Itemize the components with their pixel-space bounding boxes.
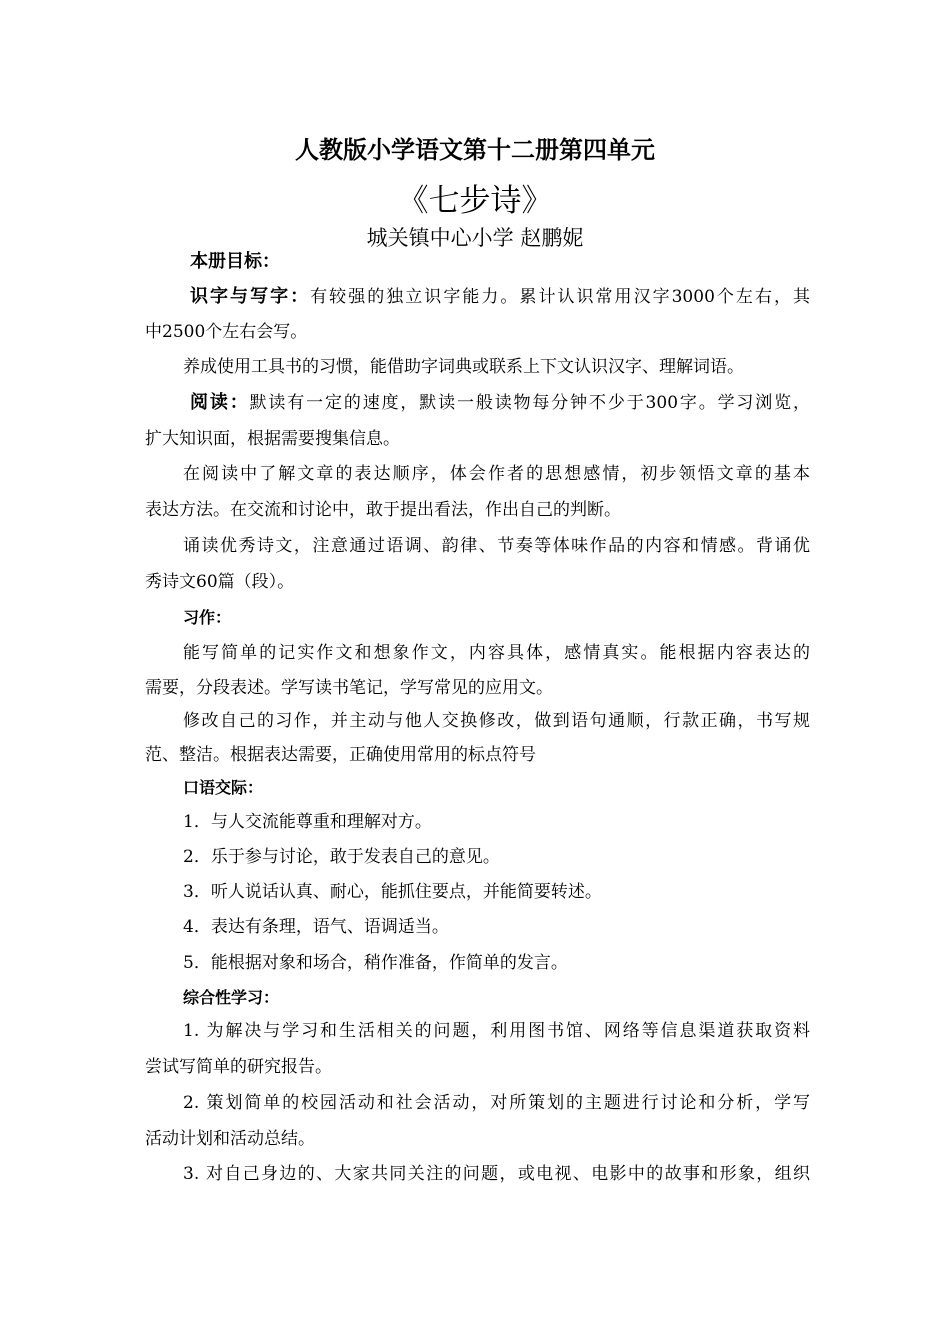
literacy-paragraph-2: 养成使用工具书的习惯，能借助字词典或联系上下文认识汉字、理解词语。 [183,357,744,377]
literacy-text-1: 有较强的独立识字能力。累计认识常用汉字3000个左右，其 [310,287,810,307]
reading-p2-line-2: 表达方法。在交流和讨论中，敢于提出看法，作出自己的判断。 [145,500,621,520]
literacy-label: 识字与写字： [190,286,311,307]
reading-p3-line-2: 秀诗文60篇（段）。 [145,572,295,592]
integrated-p1-line-2: 尝试写简单的研究报告。 [145,1057,332,1077]
reading-line-1 [190,391,810,415]
writing-heading [183,606,810,630]
integrated-label: 综合性学习： [183,988,280,1007]
oral-item: 2．乐于参与讨论，敢于发表自己的意见。 [183,847,500,867]
reading-line-2: 扩大知识面，根据需要搜集信息。 [145,429,400,449]
oral-item: 4．表达有条理，语气、语调适当。 [183,917,449,937]
lesson-title: 《七步诗》 [397,183,553,219]
writing-label: 习作： [183,608,232,627]
literacy-line-1 [190,285,810,309]
writing-p2-line-1: 修改自己的习作，并主动与他人交换修改，做到语句通顺，行款正确，书写规 [183,711,810,731]
oral-item: 5．能根据对象和场合，稍作准备，作简单的发言。 [183,953,568,973]
oral-heading [183,776,810,800]
integrated-heading [183,986,810,1010]
goals-heading-label: 本册目标： [190,251,280,272]
integrated-p1-line-1: 1. 为解决与学习和生活相关的问题，利用图书馆、网络等信息渠道获取资料 [183,1021,810,1041]
reading-text-1: 默读有一定的速度，默读一般读物每分钟不少于300字。学习浏览， [249,393,810,413]
reading-p3-line-1: 诵读优秀诗文，注意通过语调、韵律、节奏等体味作品的内容和情感。背诵优 [183,536,810,556]
oral-item: 3．听人说话认真、耐心，能抓住要点，并能简要转述。 [183,882,602,902]
integrated-p3-line-1: 3. 对自己身边的、大家共同关注的问题，或电视、电影中的故事和形象，组织 [183,1164,810,1184]
writing-p2-line-2: 范、整洁。根据表达需要，正确使用常用的标点符号 [145,745,536,765]
writing-p1-line-2: 需要，分段表述。学写读书笔记，学写常见的应用文。 [145,678,553,698]
literacy-line-2: 中2500个左右会写。 [145,322,308,342]
integrated-p2-line-1: 2. 策划简单的校园活动和社会活动，对所策划的主题进行讨论和分析，学写 [183,1093,810,1113]
integrated-p2-line-2: 活动计划和活动总结。 [145,1129,315,1149]
oral-label: 口语交际： [183,778,264,797]
unit-title: 人教版小学语文第十二册第四单元 [295,136,655,164]
reading-label: 阅读： [190,392,250,413]
author-line: 城关镇中心小学 赵鹏妮 [366,226,584,250]
oral-item: 1．与人交流能尊重和理解对方。 [183,812,432,832]
goals-heading [190,250,810,274]
reading-p2-line-1: 在阅读中了解文章的表达顺序，体会作者的思想感情，初步领悟文章的基本 [183,464,810,484]
writing-p1-line-1: 能写简单的记实作文和想象作文，内容具体，感情真实。能根据内容表达的 [183,643,810,663]
